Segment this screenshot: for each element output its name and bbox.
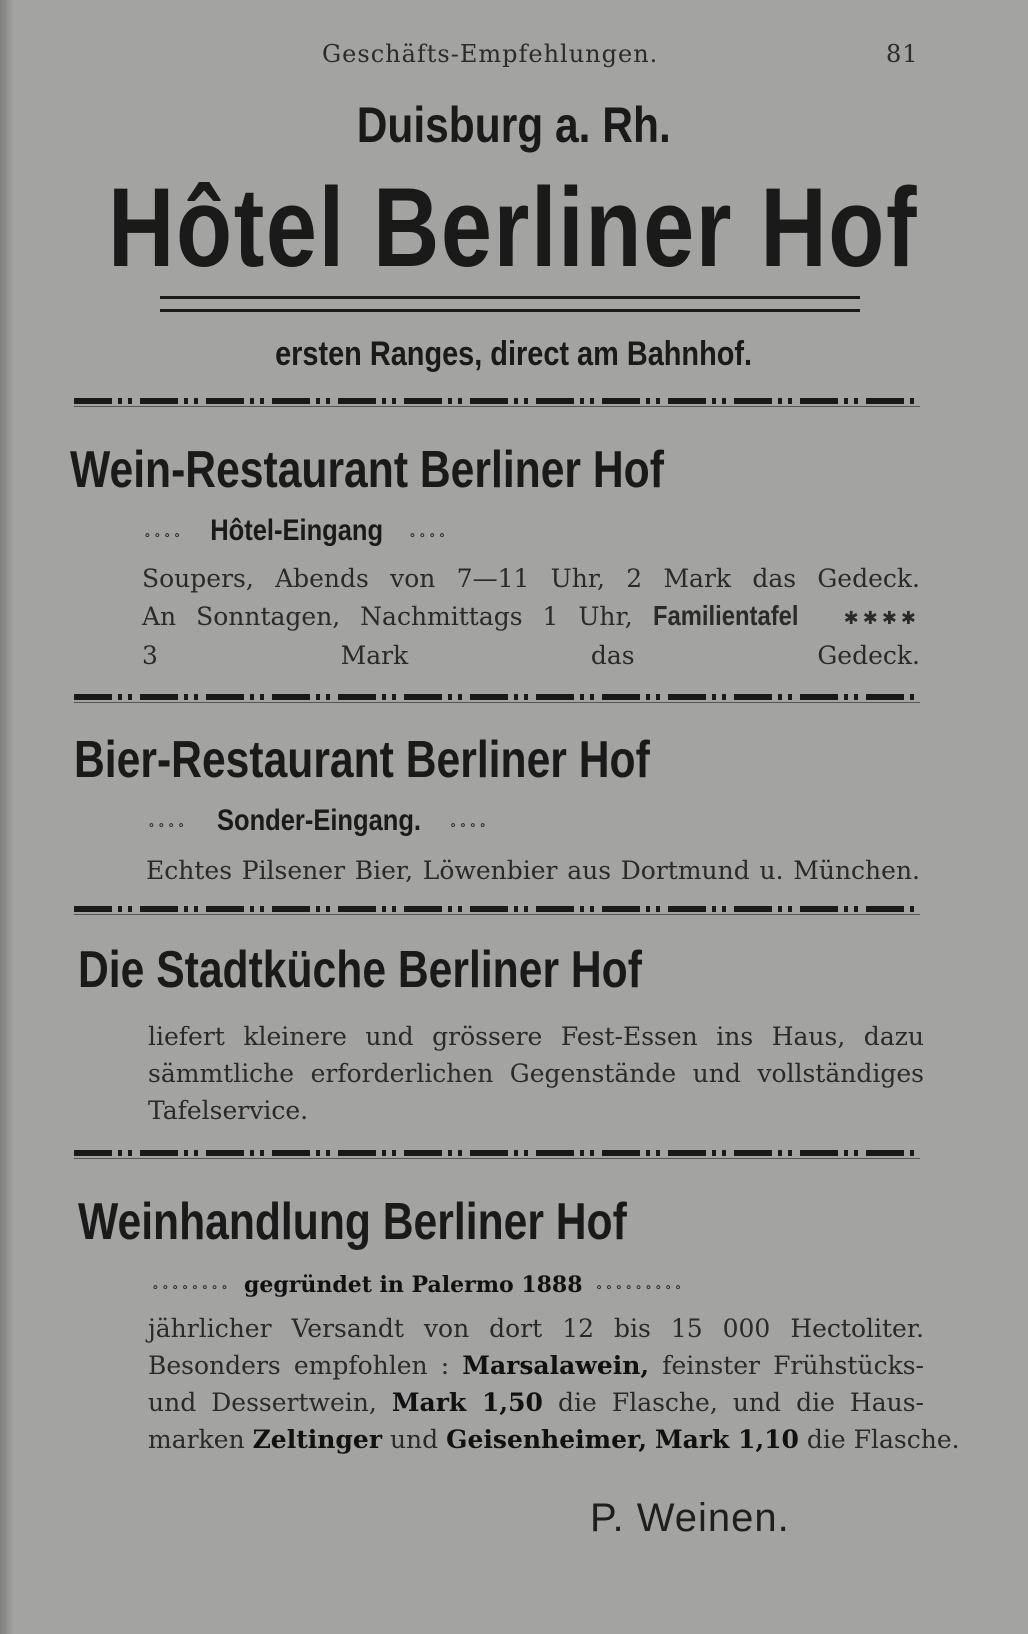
dot-ornament: ∘∘∘∘ xyxy=(144,527,184,544)
rank-line xyxy=(0,334,1028,374)
dot-ornament: ∘∘∘∘ xyxy=(408,527,449,544)
price-house-brands: Mark 1,10 xyxy=(654,1425,799,1454)
city-text: Duisburg a. Rh. xyxy=(356,97,672,153)
section-title-wine-shop: Weinhandlung Berliner Hof xyxy=(78,1193,627,1251)
kitchen-line-1: liefert kleinere und grössere Fest-Essen ins Haus, dazu xyxy=(148,1022,924,1051)
rank-text: ersten Ranges, direct am Bahnhof. xyxy=(275,335,753,373)
wine-line-1: Soupers, Abends von 7—11 Uhr, 2 Mark das Gedeck. xyxy=(142,564,920,593)
founded-line xyxy=(152,1274,684,1296)
hotel-name: Hôtel Berliner Hof xyxy=(108,165,919,290)
founded-text: gegründet in Palermo 1888 xyxy=(244,1272,583,1298)
wine-line-2 xyxy=(142,597,920,637)
ornamental-divider xyxy=(74,694,920,700)
marsalawein-label: Marsalawein, xyxy=(462,1351,650,1380)
zeltinger-label: Zeltinger xyxy=(252,1425,382,1454)
ornamental-divider xyxy=(74,398,920,404)
section-title-beer-restaurant: Bier-Restaurant Berliner Hof xyxy=(74,731,650,789)
shop-line-2 xyxy=(148,1347,924,1384)
city-heading xyxy=(0,96,1028,154)
wine-restaurant-text xyxy=(142,560,920,674)
ornamental-divider xyxy=(74,1150,920,1156)
page-number: 81 xyxy=(886,40,919,68)
shop-line-3 xyxy=(148,1384,924,1421)
shop-line-4-a: marken xyxy=(148,1425,245,1454)
shop-line-3-a: und Dessertwein, xyxy=(148,1388,377,1417)
shop-line-2-a: Besonders empfohlen : xyxy=(148,1351,450,1380)
dot-ornament: ∘∘∘∘∘∘∘∘ xyxy=(152,1279,231,1296)
city-kitchen-text xyxy=(148,1018,924,1129)
kitchen-line-3: Tafelservice. xyxy=(148,1096,309,1125)
running-head xyxy=(0,40,1028,80)
entrance-label: Sonder-Eingang. xyxy=(216,804,421,837)
running-head-title: Geschäfts-Empfehlungen. xyxy=(322,40,659,68)
entrance-line-beer-restaurant xyxy=(148,806,489,836)
familientafel-label: Familientafel xyxy=(652,600,799,631)
shop-line-1: jährlicher Versandt von dort 12 bis 15 000 Hectoliter. xyxy=(148,1314,924,1343)
dot-ornament: ∘∘∘∘ xyxy=(449,817,490,834)
ornamental-divider xyxy=(74,906,920,912)
shop-line-2-c: feinster Frühstücks- xyxy=(662,1351,924,1380)
shop-line-4-c: und xyxy=(389,1425,439,1454)
wine-line-2-prefix: An Sonntagen, Nachmittags 1 Uhr, xyxy=(142,602,633,631)
shop-line-4 xyxy=(148,1421,960,1458)
wine-shop-text xyxy=(148,1310,960,1458)
beer-restaurant-text xyxy=(146,852,920,889)
hotel-name-underline xyxy=(160,296,860,312)
wine-line-3: 3 Mark das Gedeck. xyxy=(142,641,920,670)
entrance-label: Hôtel-Eingang xyxy=(209,514,383,547)
shop-line-3-c: die Flasche, und die Haus- xyxy=(558,1388,925,1417)
kitchen-line-2: sämmtliche erforderlichen Gegenstände und vollständiges xyxy=(148,1059,924,1088)
dot-ornament: ∘∘∘∘∘∘∘∘∘ xyxy=(595,1279,685,1296)
shop-line-4-f: die Flasche. xyxy=(806,1425,960,1454)
beer-line-1: Echtes Pilsener Bier, Löwenbier aus Dortmund u. München. xyxy=(146,856,920,885)
section-title-city-kitchen: Die Stadtküche Berliner Hof xyxy=(78,941,642,999)
signature: P. Weinen. xyxy=(590,1496,790,1540)
dot-ornament: ∘∘∘∘ xyxy=(148,817,188,834)
price-marsala: Mark 1,50 xyxy=(391,1388,543,1417)
section-title-wine-restaurant: Wein-Restaurant Berliner Hof xyxy=(70,441,664,499)
geisenheimer-label: Geisenheimer, xyxy=(446,1425,648,1454)
entrance-line-wine-restaurant xyxy=(144,516,448,546)
star-ornament: ✱✱✱✱ xyxy=(843,608,920,629)
